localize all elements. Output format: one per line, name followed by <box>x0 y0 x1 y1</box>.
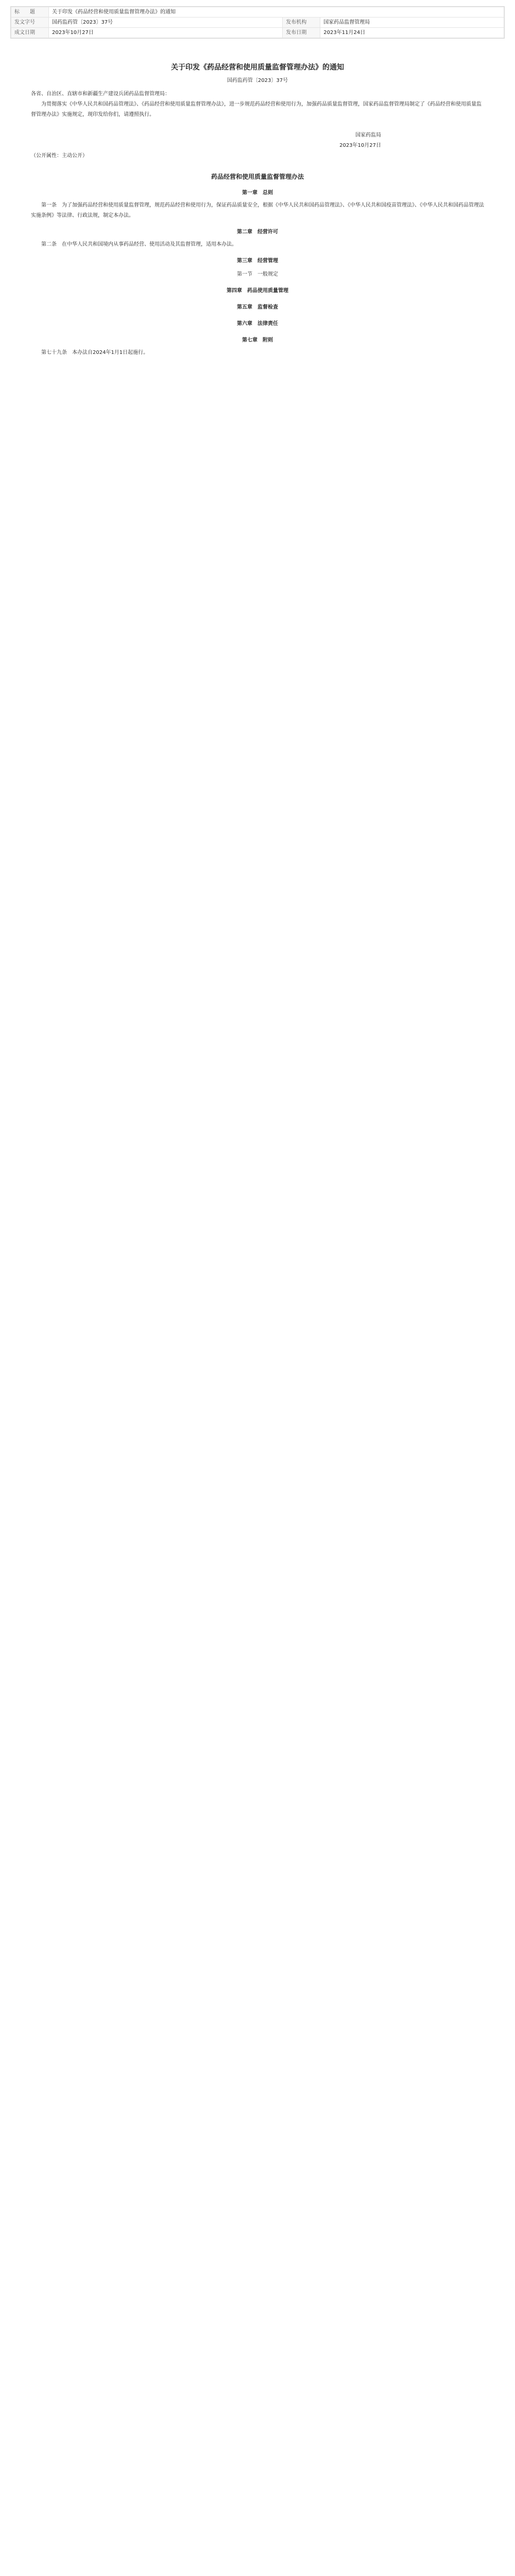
meta-docno-value: 国药监药管〔2023〕37号 <box>49 18 283 28</box>
meta-title-label: 标 题 <box>11 7 49 18</box>
document-title: 关于印发《药品经营和使用质量监督管理办法》的通知 <box>171 63 344 72</box>
article-text: 第二条 在中华人民共和国境内从事药品经营、使用活动及其监督管理，适用本办法。 <box>41 242 237 247</box>
chapter-heading: 第二章 经营许可 <box>237 229 278 235</box>
document-number: 国药监药管〔2023〕37号 <box>227 78 288 83</box>
meta-pubdate-value: 2023年11月24日 <box>320 28 504 38</box>
chapter-heading: 第六章 法律责任 <box>237 321 278 327</box>
salutation: 各省、自治区、直辖市和新疆生产建设兵团药品监督管理局： <box>31 91 170 97</box>
section-heading: 第一节 一般规定 <box>237 272 278 277</box>
chapter-heading: 第一章 总则 <box>242 190 273 196</box>
meta-issuer-value: 国家药品监督管理局 <box>320 18 504 28</box>
meta-date-value: 2023年10月27日 <box>49 28 283 38</box>
document-meta-table <box>10 6 505 39</box>
article-text: 第一条 为了加强药品经营和使用质量监督管理，规范药品经营和使用行为，保证药品质量安全，根据《中华人民共和国药品管理法》、《中华人民共和国疫苗管理法》、《中华人民共和国药品管理法实施条例》等法律、行政法规，制定本办法。 <box>31 202 484 218</box>
chapter-heading: 第三章 经营管理 <box>237 258 278 264</box>
meta-issuer-label: 发布机构 <box>283 18 320 28</box>
meta-title-value: 关于印发《药品经营和使用质量监督管理办法》的通知 <box>49 7 504 18</box>
attachment-title: 药品经营和使用质量监督管理办法 <box>211 173 304 180</box>
meta-docno-label: 发文字号 <box>11 18 49 28</box>
chapter-heading: 第五章 监督检查 <box>237 304 278 310</box>
signature: 国家药监局 <box>355 132 381 138</box>
closing-article: 第七十九条 本办法自2024年1月1日起施行。 <box>41 350 149 355</box>
chapter-heading: 第七章 附则 <box>242 337 273 343</box>
signature-date: 2023年10月27日 <box>339 143 381 148</box>
body-paragraph: 为贯彻落实《中华人民共和国药品管理法》、《药品经营和使用质量监督管理办法》，进一步规范药品经营和使用行为，加强药品质量监督管理，国家药品监督管理局制定了《药品经营和使用质量监督管理办法》实施规定，现印发给你们，请遵照执行。 <box>31 101 482 117</box>
meta-date-label: 成文日期 <box>11 28 49 38</box>
public-note: （公开属性：主动公开） <box>31 153 88 159</box>
chapter-heading: 第四章 药品使用质量管理 <box>227 288 288 294</box>
meta-pubdate-label: 发布日期 <box>283 28 320 38</box>
document-body <box>31 62 484 358</box>
